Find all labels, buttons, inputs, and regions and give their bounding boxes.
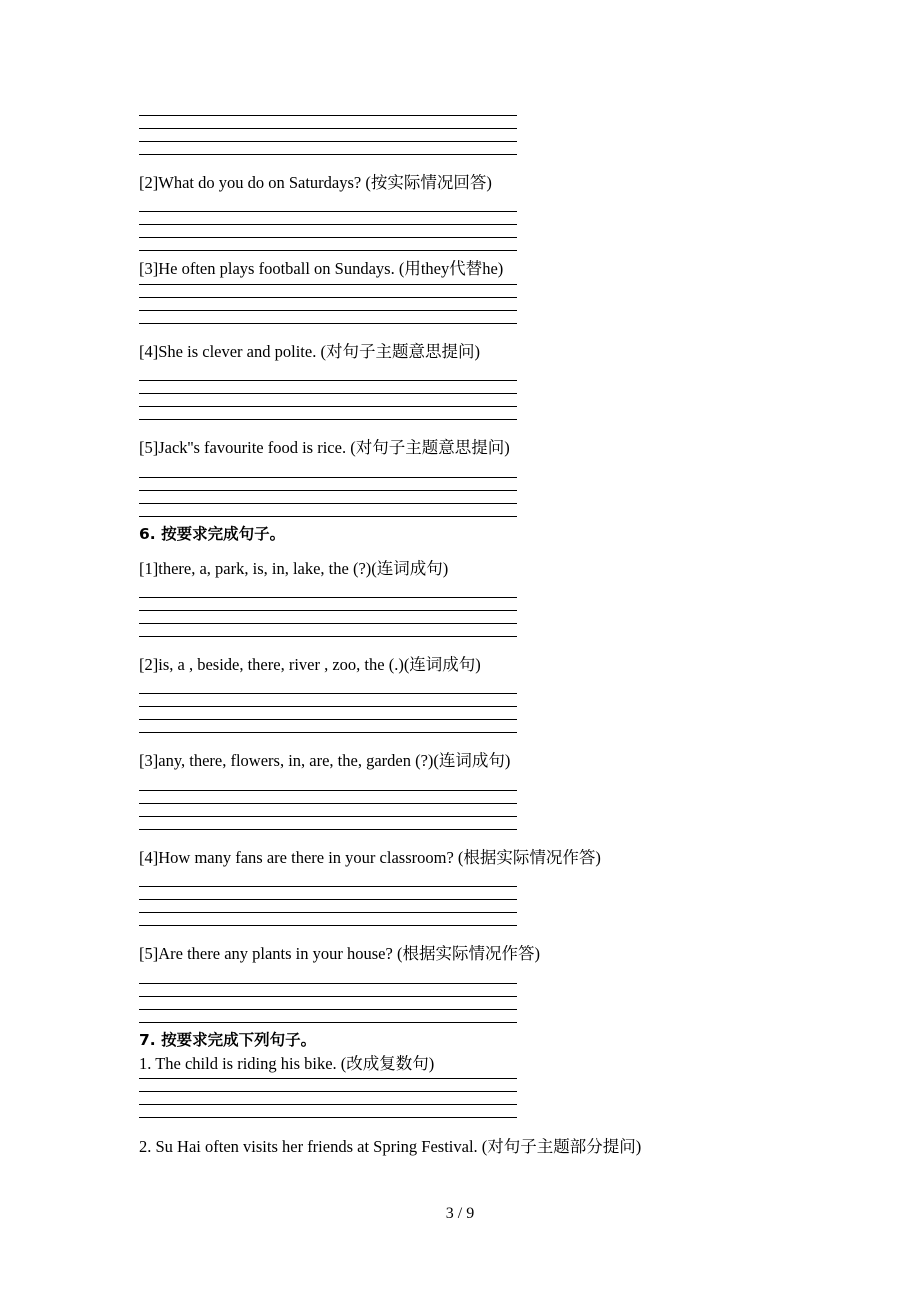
answer-line[interactable] (139, 141, 517, 142)
answer-line[interactable] (139, 1009, 517, 1010)
answer-line[interactable] (139, 224, 517, 225)
answer-line[interactable] (139, 1117, 517, 1118)
question-text: [2]What do you do on Saturdays? (按实际情况回答) (139, 173, 492, 192)
page-number: 3 / 9 (445, 1205, 475, 1222)
section-heading: 6. 按要求完成句子。 (139, 525, 286, 543)
answer-line[interactable] (139, 790, 517, 791)
answer-line[interactable] (139, 128, 517, 129)
answer-line[interactable] (139, 636, 517, 637)
answer-line[interactable] (139, 1091, 517, 1092)
answer-line[interactable] (139, 1022, 517, 1023)
answer-line[interactable] (139, 803, 517, 804)
answer-line[interactable] (139, 419, 517, 420)
answer-line[interactable] (139, 899, 517, 900)
answer-line[interactable] (139, 886, 517, 887)
answer-line[interactable] (139, 1078, 517, 1079)
answer-line[interactable] (139, 706, 517, 707)
answer-line[interactable] (139, 925, 517, 926)
answer-line[interactable] (139, 154, 517, 155)
question-text: [4]She is clever and polite. (对句子主题意思提问) (139, 342, 480, 361)
answer-line[interactable] (139, 406, 517, 407)
answer-line[interactable] (139, 310, 517, 311)
answer-line[interactable] (139, 693, 517, 694)
answer-line[interactable] (139, 284, 517, 285)
answer-line[interactable] (139, 732, 517, 733)
question-text: [5]Are there any plants in your house? (根据实际情况作答) (139, 944, 540, 963)
question-text: 2. Su Hai often visits her friends at Spring Festival. (对句子主题部分提问) (139, 1137, 642, 1156)
answer-line[interactable] (139, 983, 517, 984)
answer-line[interactable] (139, 623, 517, 624)
answer-line[interactable] (139, 996, 517, 997)
answer-line[interactable] (139, 490, 517, 491)
question-text: [2]is, a , beside, there, river , zoo, the (.)(连词成句) (139, 655, 481, 674)
answer-line[interactable] (139, 610, 517, 611)
answer-line[interactable] (139, 211, 517, 212)
question-text: 1. The child is riding his bike. (改成复数句) (139, 1054, 435, 1073)
answer-line[interactable] (139, 816, 517, 817)
answer-line[interactable] (139, 719, 517, 720)
question-text: [3]any, there, flowers, in, are, the, garden (?)(连词成句) (139, 751, 511, 770)
answer-line[interactable] (139, 323, 517, 324)
answer-line[interactable] (139, 477, 517, 478)
question-text: [5]Jack''s favourite food is rice. (对句子主题意思提问) (139, 438, 510, 457)
answer-line[interactable] (139, 597, 517, 598)
answer-line[interactable] (139, 516, 517, 517)
answer-line[interactable] (139, 250, 517, 251)
answer-line[interactable] (139, 393, 517, 394)
answer-line[interactable] (139, 829, 517, 830)
answer-line[interactable] (139, 503, 517, 504)
answer-line[interactable] (139, 237, 517, 238)
answer-line[interactable] (139, 1104, 517, 1105)
answer-line[interactable] (139, 912, 517, 913)
question-text: [4]How many fans are there in your classroom? (根据实际情况作答) (139, 848, 601, 867)
answer-line[interactable] (139, 297, 517, 298)
answer-line[interactable] (139, 380, 517, 381)
section-heading: 7. 按要求完成下列句子。 (139, 1031, 317, 1049)
question-text: [3]He often plays football on Sundays. (用they代替he) (139, 259, 504, 278)
question-text: [1]there, a, park, is, in, lake, the (?)(连词成句) (139, 559, 449, 578)
answer-line[interactable] (139, 115, 517, 116)
